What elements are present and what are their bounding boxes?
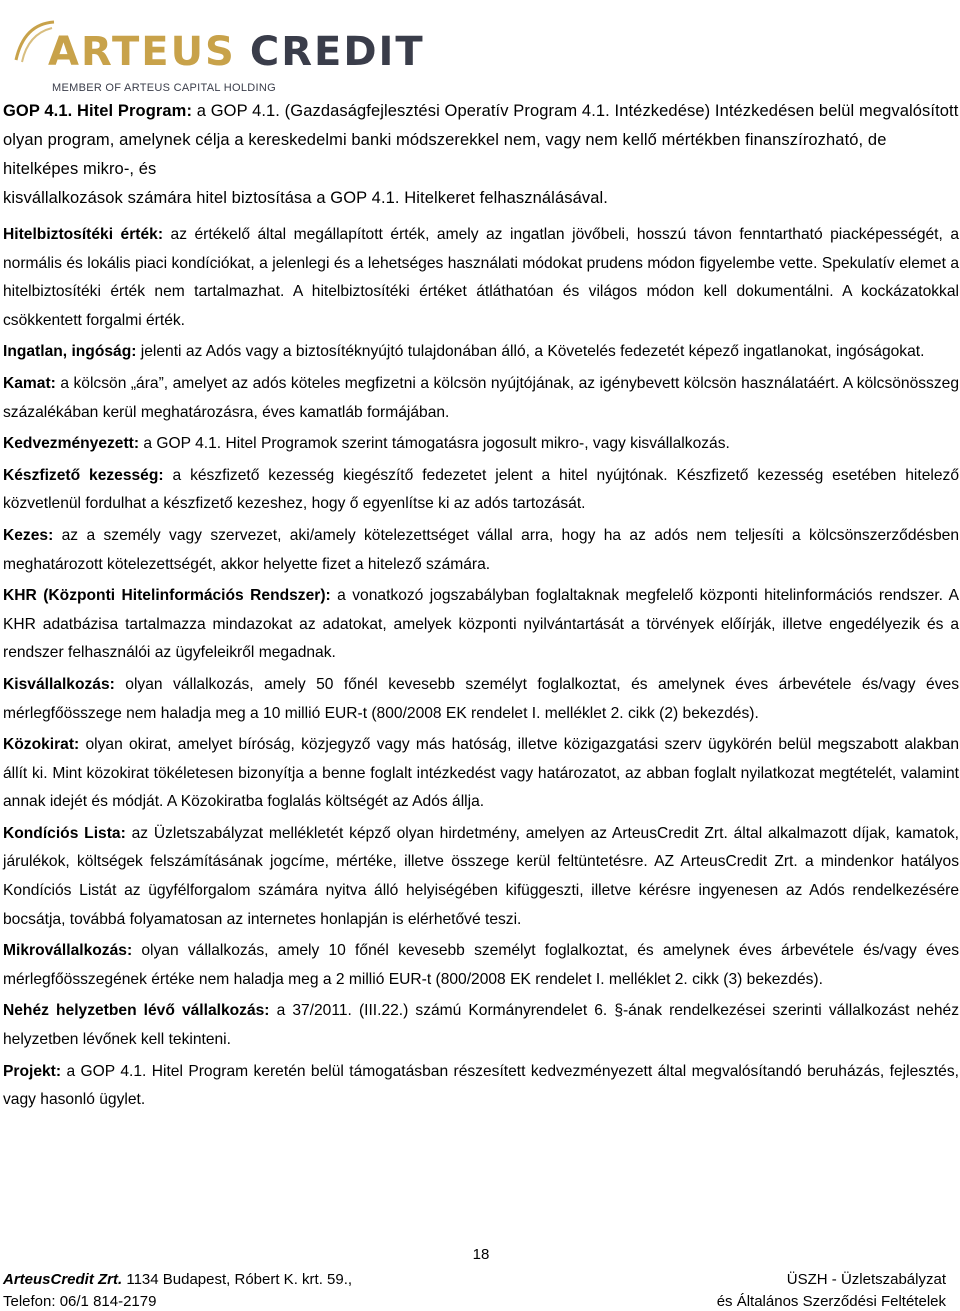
definitions-list: [3, 221, 959, 1118]
definition-term: Mikrovállalkozás:: [3, 942, 133, 960]
definition-text: olyan vállalkozás, amely 10 főnél kevesebb személyt foglalkoztat, és amelynek éves árbevétele és/vagy éves mérlegfőösszegének értéke nem haladja meg a 2 millió EUR-t (800/2008 EK rendelet I. melléklet 2. cikk (3) bekezdés).: [3, 942, 959, 988]
definition-term: Készfizető kezesség:: [3, 466, 164, 484]
page-footer: [0, 1236, 960, 1311]
definition-term: Ingatlan, ingóság:: [3, 343, 137, 361]
footer-doc-title: ÜSZH - Üzletszabályzat: [786, 1271, 946, 1288]
definition-term: Kezes:: [3, 526, 54, 544]
definition-text: az értékelő által megállapított érték, amely az ingatlan jövőbeli, hosszú távon fenntartható piacképességét, a normális és lokális piaci kondíciókat, a jelenlegi és a lehetséges használati módokat prudens módon figyelembe vette. Spekulatív elemet a hitelbiztosítéki érték nem tartalmazhat. A hitelbiztosítéki értéket átláthatóan és világos módon kell dokumentálni. A kockázatokkal csökkentett forgalmi érték.: [3, 226, 960, 329]
footer-company-address: [3, 1271, 352, 1288]
definition-text: a 37/2011. (III.22.) számú Kormányrendelet 6. §-ának rendelkezései szerinti vállalkozást nehéz helyzetben lévőnek kell tekinteni.: [3, 1002, 959, 1049]
definition-term: Projekt:: [3, 1062, 62, 1080]
definition-item: [3, 338, 959, 367]
definition-term: Hitelbiztosítéki érték:: [3, 226, 164, 243]
definition-text: olyan okirat, amelyet bíróság, közjegyző vagy más hatóság, illetve közigazgatási szerv ügykörén belül megszabott alakban állít ki. Mint közokirat tökéletesen bizonyítja a benne foglalt intézkedést vagy határozatot, az abban foglalt nyilatkozat megtételét, valamint annak idejét és módját. A Közokiratba foglalás költségét az Adós állja.: [3, 736, 959, 811]
logo-word-arteus: ARTEUS: [48, 29, 236, 75]
definition-item: [3, 522, 959, 579]
definition-text: olyan vállalkozás, amely 50 főnél kevesebb személyt foglalkoztat, és amelynek éves árbevétele és/vagy éves mérlegfőösszege nem haladja meg a 10 millió EUR-t (800/2008 EK rendelet I. melléklet 2. cikk (2) bekezdés).: [3, 675, 959, 722]
footer-company: ArteusCredit Zrt.: [3, 1271, 123, 1288]
footer-address: 1134 Budapest, Róbert K. krt. 59.,: [122, 1271, 353, 1288]
definition-text: az Üzletszabályzat mellékletét képző olyan hirdetmény, amelyen az ArteusCredit Zrt. által alkalmazott díjak, kamatok, járulékok, költségek felszámításának jogcíme, mértéke, illetve összege kerül feltüntetésre. AZ ArteusCredit Zrt. a mindenkor hatályos Kondíciós Listát az ügyfélforgalom számára nyitva álló helyiségében kifüggeszti, illetve kérésre ingyenesen az Adós rendelkezésére bocsátja, továbbá folyamatosan az internetes honlapján is elérhetővé teszi.: [3, 824, 959, 928]
definition-text: a GOP 4.1. Hitel Program keretén belül támogatásban részesített kedvezményezett által megvalósítandó beruházás, fejlesztés, vagy hasonló ügylet.: [3, 1062, 959, 1109]
intro-text: a GOP 4.1. (Gazdaságfejlesztési Operatív Program 4.1. Intézkedése) Intézkedésen belül megvalósított olyan program, amelynek célja a kereskedelmi banki módszerekkel nem, vagy nem kellő mértékben finanszírozható, de hitelképes mikro-, és: [3, 102, 959, 178]
definition-text: az a személy vagy szervezet, aki/amely kötelezettséget vállal arra, hogy ha az adós nem teljesíti a kölcsönszerződésben meghatározott kötelezettségét, akkor helyette fizet a hitelező számára.: [3, 526, 959, 573]
definition-term: Kedvezményezett:: [3, 435, 140, 453]
definition-item: [3, 221, 959, 335]
definition-item: [3, 430, 959, 459]
definition-item: [3, 997, 959, 1054]
definition-item: [3, 462, 959, 519]
footer-phone: Telefon: 06/1 814-2179: [3, 1293, 157, 1310]
page-number: 18: [472, 1246, 490, 1263]
definition-item: [3, 731, 959, 817]
logo-tagline: MEMBER OF ARTEUS CAPITAL HOLDING: [52, 82, 276, 94]
definition-item: [3, 671, 959, 728]
definition-text: a kölcsön „ára”, amelyet az adós köteles megfizetni a kölcsön nyújtójának, az igénybevett kölcsön használatáért. A kölcsönösszeg százalékában kerül meghatározásra, éves kamatláb formájában.: [3, 374, 959, 421]
definition-term: Kondíciós Lista:: [3, 824, 126, 842]
definition-item: [3, 1058, 959, 1115]
definition-item: [3, 820, 959, 934]
logo-word-credit: CREDIT: [249, 29, 425, 75]
definition-term: Közokirat:: [3, 736, 80, 754]
intro-term: GOP 4.1. Hitel Program:: [3, 102, 193, 120]
company-logo: [10, 16, 425, 96]
definition-item: [3, 370, 959, 427]
definition-term: Kisvállalkozás:: [3, 675, 115, 693]
intro-paragraph-line2: kisvállalkozások számára hitel biztosítása a GOP 4.1. Hitelkeret felhasználásával.: [3, 189, 608, 207]
definition-term: Kamat:: [3, 374, 56, 392]
intro-block: [3, 97, 959, 213]
footer-doc-subtitle: és Általános Szerződési Feltételek: [716, 1293, 946, 1310]
definition-text: a készfizető kezesség kiegészítő fedezetet jelent a hitel nyújtónak. Készfizető kezesség esetében hitelező közvetlenül fordulhat a készfizető kezeshez, hogy ő egyenlítse ki az adós tartozását.: [3, 466, 959, 513]
definition-text: jelenti az Adós vagy a biztosítéknyújtó tulajdonában álló, a Követelés fedezetét képező ingatlanokat, ingóságokat.: [136, 343, 925, 361]
intro-paragraph: [3, 97, 959, 184]
definition-item: [3, 582, 959, 668]
definition-text: a GOP 4.1. Hitel Programok szerint támogatásra jogosult mikro-, vagy kisvállalkozás.: [139, 435, 730, 453]
definition-term: Nehéz helyzetben lévő vállalkozás:: [3, 1002, 270, 1020]
definition-text: a vonatkozó jogszabályban foglaltaknak megfelelő központi hitelinformációs rendszer. A KHR adatbázisa tartalmazza mindazokat az adatokat, amelyek központi nyilvántartását a törvények előírják, illetve engedélyezik és a rendszer felhasználói az ügyfeleikről megadnak.: [3, 587, 959, 662]
definition-item: [3, 937, 959, 994]
definition-term: KHR (Központi Hitelinformációs Rendszer):: [3, 587, 331, 605]
logo-wordmark: [48, 28, 425, 76]
